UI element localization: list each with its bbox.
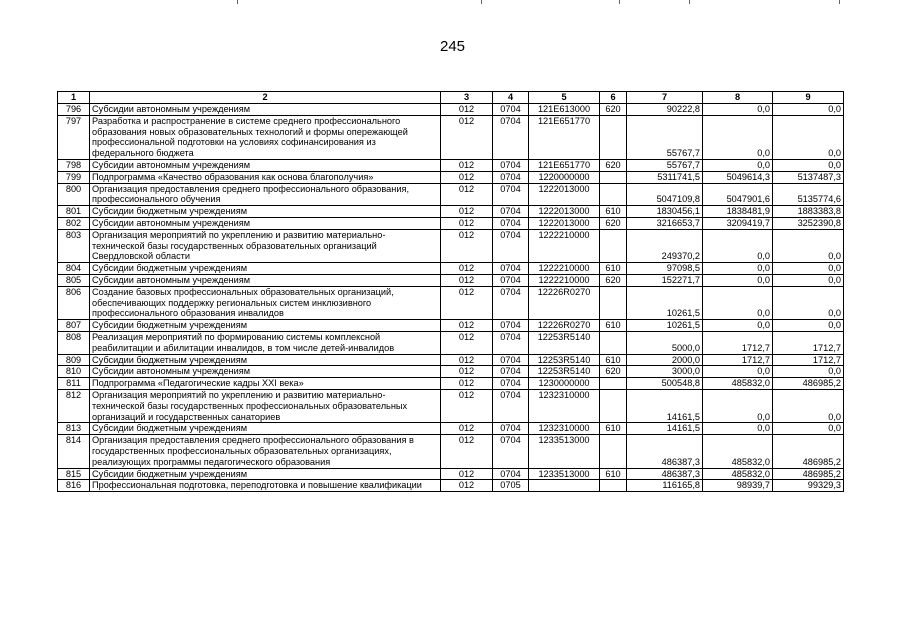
row-code-cell: 012 — [441, 171, 493, 183]
row-number-cell: 804 — [58, 263, 90, 275]
row-value-cell: 14161,5 — [627, 389, 703, 422]
row-section-cell: 0704 — [493, 331, 529, 354]
table-row — [58, 229, 844, 262]
row-section-cell: 0704 — [493, 378, 529, 390]
table-row — [58, 331, 844, 354]
row-number-cell: 810 — [58, 366, 90, 378]
row-value-cell: 1712,7 — [703, 354, 773, 366]
row-name-cell: Организация мероприятий по укреплению и развитию материально- технической базы государственных образовательных организаций Свердловской области — [90, 229, 441, 262]
row-section-cell: 0704 — [493, 320, 529, 332]
row-code-cell: 012 — [441, 331, 493, 354]
row-section-cell: 0704 — [493, 159, 529, 171]
row-name-cell: Подпрограмма «Педагогические кадры XXI века» — [90, 378, 441, 390]
row-value-cell: 1712,7 — [773, 331, 844, 354]
row-type-cell — [600, 286, 627, 319]
row-section-cell: 0704 — [493, 274, 529, 286]
row-type-cell — [600, 229, 627, 262]
row-target-cell: 12253R5140 — [529, 366, 600, 378]
row-value-cell: 0,0 — [703, 229, 773, 262]
row-name-cell: Субсидии бюджетным учреждениям — [90, 320, 441, 332]
row-value-cell: 14161,5 — [627, 423, 703, 435]
row-section-cell: 0704 — [493, 435, 529, 468]
row-code-cell: 012 — [441, 378, 493, 390]
row-type-cell: 620 — [600, 366, 627, 378]
row-target-cell: 1232310000 — [529, 423, 600, 435]
row-type-cell: 620 — [600, 159, 627, 171]
row-code-cell: 012 — [441, 217, 493, 229]
table-row — [58, 354, 844, 366]
row-value-cell: 5137487,3 — [773, 171, 844, 183]
row-name-cell: Создание базовых профессиональных образовательных организаций, обеспечивающих поддержку региональных систем инклюзивного профессионального образования инвалидов — [90, 286, 441, 319]
row-type-cell: 620 — [600, 274, 627, 286]
row-section-cell: 0704 — [493, 115, 529, 159]
row-value-cell: 0,0 — [773, 274, 844, 286]
row-section-cell: 0705 — [493, 480, 529, 492]
row-name-cell: Субсидии бюджетным учреждениям — [90, 468, 441, 480]
table-row — [58, 423, 844, 435]
row-value-cell: 5047901,6 — [703, 183, 773, 206]
row-target-cell: 1222013000 — [529, 206, 600, 218]
row-section-cell: 0704 — [493, 354, 529, 366]
row-type-cell: 620 — [600, 104, 627, 116]
row-number-cell: 808 — [58, 331, 90, 354]
row-name-cell: Разработка и распространение в системе среднего профессионального образования новых образовательных технологий и формы опережающей профессиональной подготовки на условиях софинансирования из федерального бюджета — [90, 115, 441, 159]
row-number-cell: 801 — [58, 206, 90, 218]
row-section-cell: 0704 — [493, 229, 529, 262]
row-code-cell: 012 — [441, 354, 493, 366]
row-type-cell: 610 — [600, 263, 627, 275]
header-cell: 8 — [703, 92, 773, 104]
table-row — [58, 206, 844, 218]
table-row — [58, 435, 844, 468]
row-number-cell: 796 — [58, 104, 90, 116]
row-target-cell: 121Е651770 — [529, 115, 600, 159]
page-number: 245 — [439, 38, 466, 55]
row-value-cell: 3000,0 — [627, 366, 703, 378]
row-number-cell: 799 — [58, 171, 90, 183]
table-row — [58, 115, 844, 159]
row-type-cell: 610 — [600, 423, 627, 435]
row-value-cell: 55767,7 — [627, 115, 703, 159]
row-number-cell: 816 — [58, 480, 90, 492]
row-value-cell: 1883383,8 — [773, 206, 844, 218]
row-value-cell: 485832,0 — [703, 468, 773, 480]
table-row — [58, 389, 844, 422]
row-target-cell: 121Е613000 — [529, 104, 600, 116]
row-number-cell: 805 — [58, 274, 90, 286]
row-section-cell: 0704 — [493, 423, 529, 435]
row-name-cell: Субсидии автономным учреждениям — [90, 274, 441, 286]
row-value-cell: 485832,0 — [703, 435, 773, 468]
row-target-cell: 1233513000 — [529, 435, 600, 468]
header-cell: 7 — [627, 92, 703, 104]
row-value-cell: 116165,8 — [627, 480, 703, 492]
row-value-cell: 0,0 — [703, 274, 773, 286]
row-target-cell: 1222013000 — [529, 217, 600, 229]
row-number-cell: 806 — [58, 286, 90, 319]
table-row — [58, 468, 844, 480]
row-code-cell: 012 — [441, 115, 493, 159]
row-number-cell: 800 — [58, 183, 90, 206]
row-name-cell: Организация предоставления среднего профессионального образования, профессионального обучения — [90, 183, 441, 206]
row-name-cell: Субсидии автономным учреждениям — [90, 159, 441, 171]
row-target-cell: 1232310000 — [529, 389, 600, 422]
row-target-cell: 12226R0270 — [529, 320, 600, 332]
row-value-cell: 0,0 — [773, 423, 844, 435]
row-value-cell: 10261,5 — [627, 286, 703, 319]
row-value-cell: 0,0 — [773, 263, 844, 275]
row-value-cell: 0,0 — [703, 263, 773, 275]
row-target-cell: 1222013000 — [529, 183, 600, 206]
row-code-cell: 012 — [441, 206, 493, 218]
row-value-cell: 0,0 — [703, 286, 773, 319]
row-type-cell — [600, 389, 627, 422]
table-body — [58, 104, 844, 492]
row-section-cell: 0704 — [493, 389, 529, 422]
table-row — [58, 480, 844, 492]
row-code-cell: 012 — [441, 389, 493, 422]
row-type-cell: 610 — [600, 468, 627, 480]
row-value-cell: 0,0 — [773, 115, 844, 159]
row-target-cell: 121Е651770 — [529, 159, 600, 171]
row-value-cell: 152271,7 — [627, 274, 703, 286]
row-section-cell: 0704 — [493, 206, 529, 218]
header-cell: 5 — [529, 92, 600, 104]
row-number-cell: 812 — [58, 389, 90, 422]
row-code-cell: 012 — [441, 435, 493, 468]
row-code-cell: 012 — [441, 468, 493, 480]
row-value-cell: 98939,7 — [703, 480, 773, 492]
row-name-cell: Субсидии бюджетным учреждениям — [90, 263, 441, 275]
row-target-cell: 1222210000 — [529, 274, 600, 286]
row-name-cell: Субсидии бюджетным учреждениям — [90, 423, 441, 435]
row-target-cell: 12226R0270 — [529, 286, 600, 319]
row-value-cell: 500548,8 — [627, 378, 703, 390]
row-value-cell: 0,0 — [703, 159, 773, 171]
header-cell: 1 — [58, 92, 90, 104]
row-value-cell: 5047109,8 — [627, 183, 703, 206]
row-section-cell: 0704 — [493, 217, 529, 229]
row-value-cell: 99329,3 — [773, 480, 844, 492]
row-value-cell: 1712,7 — [773, 354, 844, 366]
row-type-cell — [600, 378, 627, 390]
row-value-cell: 0,0 — [773, 159, 844, 171]
header-cell: 6 — [600, 92, 627, 104]
row-value-cell: 0,0 — [703, 115, 773, 159]
row-code-cell: 012 — [441, 286, 493, 319]
budget-table — [57, 91, 844, 492]
row-value-cell: 486985,2 — [773, 468, 844, 480]
row-value-cell: 3216653,7 — [627, 217, 703, 229]
table-row — [58, 183, 844, 206]
row-target-cell: 12253R5140 — [529, 331, 600, 354]
row-value-cell: 0,0 — [773, 286, 844, 319]
row-target-cell: 1222210000 — [529, 263, 600, 275]
scan-top-edge — [0, 0, 905, 4]
row-section-cell: 0704 — [493, 183, 529, 206]
row-number-cell: 813 — [58, 423, 90, 435]
row-value-cell: 486985,2 — [773, 435, 844, 468]
row-number-cell: 811 — [58, 378, 90, 390]
row-value-cell: 0,0 — [773, 320, 844, 332]
row-code-cell: 012 — [441, 320, 493, 332]
row-value-cell: 1838481,9 — [703, 206, 773, 218]
row-value-cell: 0,0 — [773, 389, 844, 422]
table-row — [58, 366, 844, 378]
table-row — [58, 171, 844, 183]
header-cell: 9 — [773, 92, 844, 104]
row-code-cell: 012 — [441, 423, 493, 435]
row-value-cell: 0,0 — [703, 423, 773, 435]
row-code-cell: 012 — [441, 366, 493, 378]
row-value-cell: 485832,0 — [703, 378, 773, 390]
header-cell: 4 — [493, 92, 529, 104]
row-section-cell: 0704 — [493, 171, 529, 183]
row-value-cell: 5135774,6 — [773, 183, 844, 206]
table-row — [58, 274, 844, 286]
row-value-cell: 249370,2 — [627, 229, 703, 262]
table-row — [58, 263, 844, 275]
row-name-cell: Организация предоставления среднего профессионального образования в государственных профессиональных образовательных организациях, реализующих программы педагогического образования — [90, 435, 441, 468]
row-value-cell: 55767,7 — [627, 159, 703, 171]
row-value-cell: 0,0 — [703, 104, 773, 116]
table-row — [58, 159, 844, 171]
row-target-cell: 1222210000 — [529, 229, 600, 262]
row-value-cell: 0,0 — [773, 366, 844, 378]
row-number-cell: 809 — [58, 354, 90, 366]
row-name-cell: Субсидии автономным учреждениям — [90, 104, 441, 116]
row-number-cell: 815 — [58, 468, 90, 480]
row-number-cell: 803 — [58, 229, 90, 262]
row-code-cell: 012 — [441, 104, 493, 116]
row-type-cell — [600, 480, 627, 492]
row-type-cell — [600, 183, 627, 206]
row-value-cell: 5000,0 — [627, 331, 703, 354]
row-value-cell: 0,0 — [703, 389, 773, 422]
row-code-cell: 012 — [441, 159, 493, 171]
table-row — [58, 217, 844, 229]
row-value-cell: 0,0 — [773, 229, 844, 262]
row-target-cell: 12253R5140 — [529, 354, 600, 366]
row-type-cell — [600, 115, 627, 159]
row-value-cell: 10261,5 — [627, 320, 703, 332]
table-row — [58, 378, 844, 390]
row-value-cell: 5311741,5 — [627, 171, 703, 183]
row-value-cell: 1830456,1 — [627, 206, 703, 218]
row-type-cell: 620 — [600, 217, 627, 229]
row-name-cell: Организация мероприятий по укреплению и развитию материально- технической базы государственных профессиональных образовательных организаций и государственных санаториев — [90, 389, 441, 422]
row-value-cell: 90222,8 — [627, 104, 703, 116]
row-target-cell: 1233513000 — [529, 468, 600, 480]
row-type-cell — [600, 435, 627, 468]
table-header-row — [58, 92, 844, 104]
row-code-cell: 012 — [441, 480, 493, 492]
row-type-cell — [600, 331, 627, 354]
row-value-cell: 3252390,8 — [773, 217, 844, 229]
row-name-cell: Реализация мероприятий по формированию системы комплексной реабилитации и абилитации инвалидов, в том числе детей-инвалидов — [90, 331, 441, 354]
row-type-cell: 610 — [600, 354, 627, 366]
row-name-cell: Профессиональная подготовка, переподготовка и повышение квалификации — [90, 480, 441, 492]
row-value-cell: 2000,0 — [627, 354, 703, 366]
row-value-cell: 97098,5 — [627, 263, 703, 275]
row-number-cell: 814 — [58, 435, 90, 468]
row-name-cell: Субсидии бюджетным учреждениям — [90, 354, 441, 366]
row-code-cell: 012 — [441, 274, 493, 286]
row-name-cell: Субсидии автономным учреждениям — [90, 366, 441, 378]
row-code-cell: 012 — [441, 183, 493, 206]
row-value-cell: 0,0 — [703, 320, 773, 332]
row-code-cell: 012 — [441, 229, 493, 262]
row-number-cell: 797 — [58, 115, 90, 159]
table-row — [58, 286, 844, 319]
row-value-cell: 486985,2 — [773, 378, 844, 390]
row-target-cell: 1220000000 — [529, 171, 600, 183]
row-section-cell: 0704 — [493, 263, 529, 275]
row-target-cell: 1230000000 — [529, 378, 600, 390]
table-row — [58, 320, 844, 332]
row-value-cell: 1712,7 — [703, 331, 773, 354]
header-cell: 2 — [90, 92, 441, 104]
row-value-cell: 0,0 — [703, 366, 773, 378]
row-number-cell: 798 — [58, 159, 90, 171]
header-cell: 3 — [441, 92, 493, 104]
row-code-cell: 012 — [441, 263, 493, 275]
row-type-cell: 610 — [600, 206, 627, 218]
row-section-cell: 0704 — [493, 104, 529, 116]
row-value-cell: 486387,3 — [627, 435, 703, 468]
row-value-cell: 5049614,3 — [703, 171, 773, 183]
row-number-cell: 802 — [58, 217, 90, 229]
row-target-cell — [529, 480, 600, 492]
row-value-cell: 486387,3 — [627, 468, 703, 480]
table-row — [58, 104, 844, 116]
row-section-cell: 0704 — [493, 366, 529, 378]
row-type-cell: 610 — [600, 320, 627, 332]
row-name-cell: Подпрограмма «Качество образования как основа благополучия» — [90, 171, 441, 183]
row-type-cell — [600, 171, 627, 183]
row-value-cell: 0,0 — [773, 104, 844, 116]
row-section-cell: 0704 — [493, 286, 529, 319]
row-value-cell: 3209419,7 — [703, 217, 773, 229]
row-number-cell: 807 — [58, 320, 90, 332]
row-section-cell: 0704 — [493, 468, 529, 480]
row-name-cell: Субсидии бюджетным учреждениям — [90, 206, 441, 218]
row-name-cell: Субсидии автономным учреждениям — [90, 217, 441, 229]
